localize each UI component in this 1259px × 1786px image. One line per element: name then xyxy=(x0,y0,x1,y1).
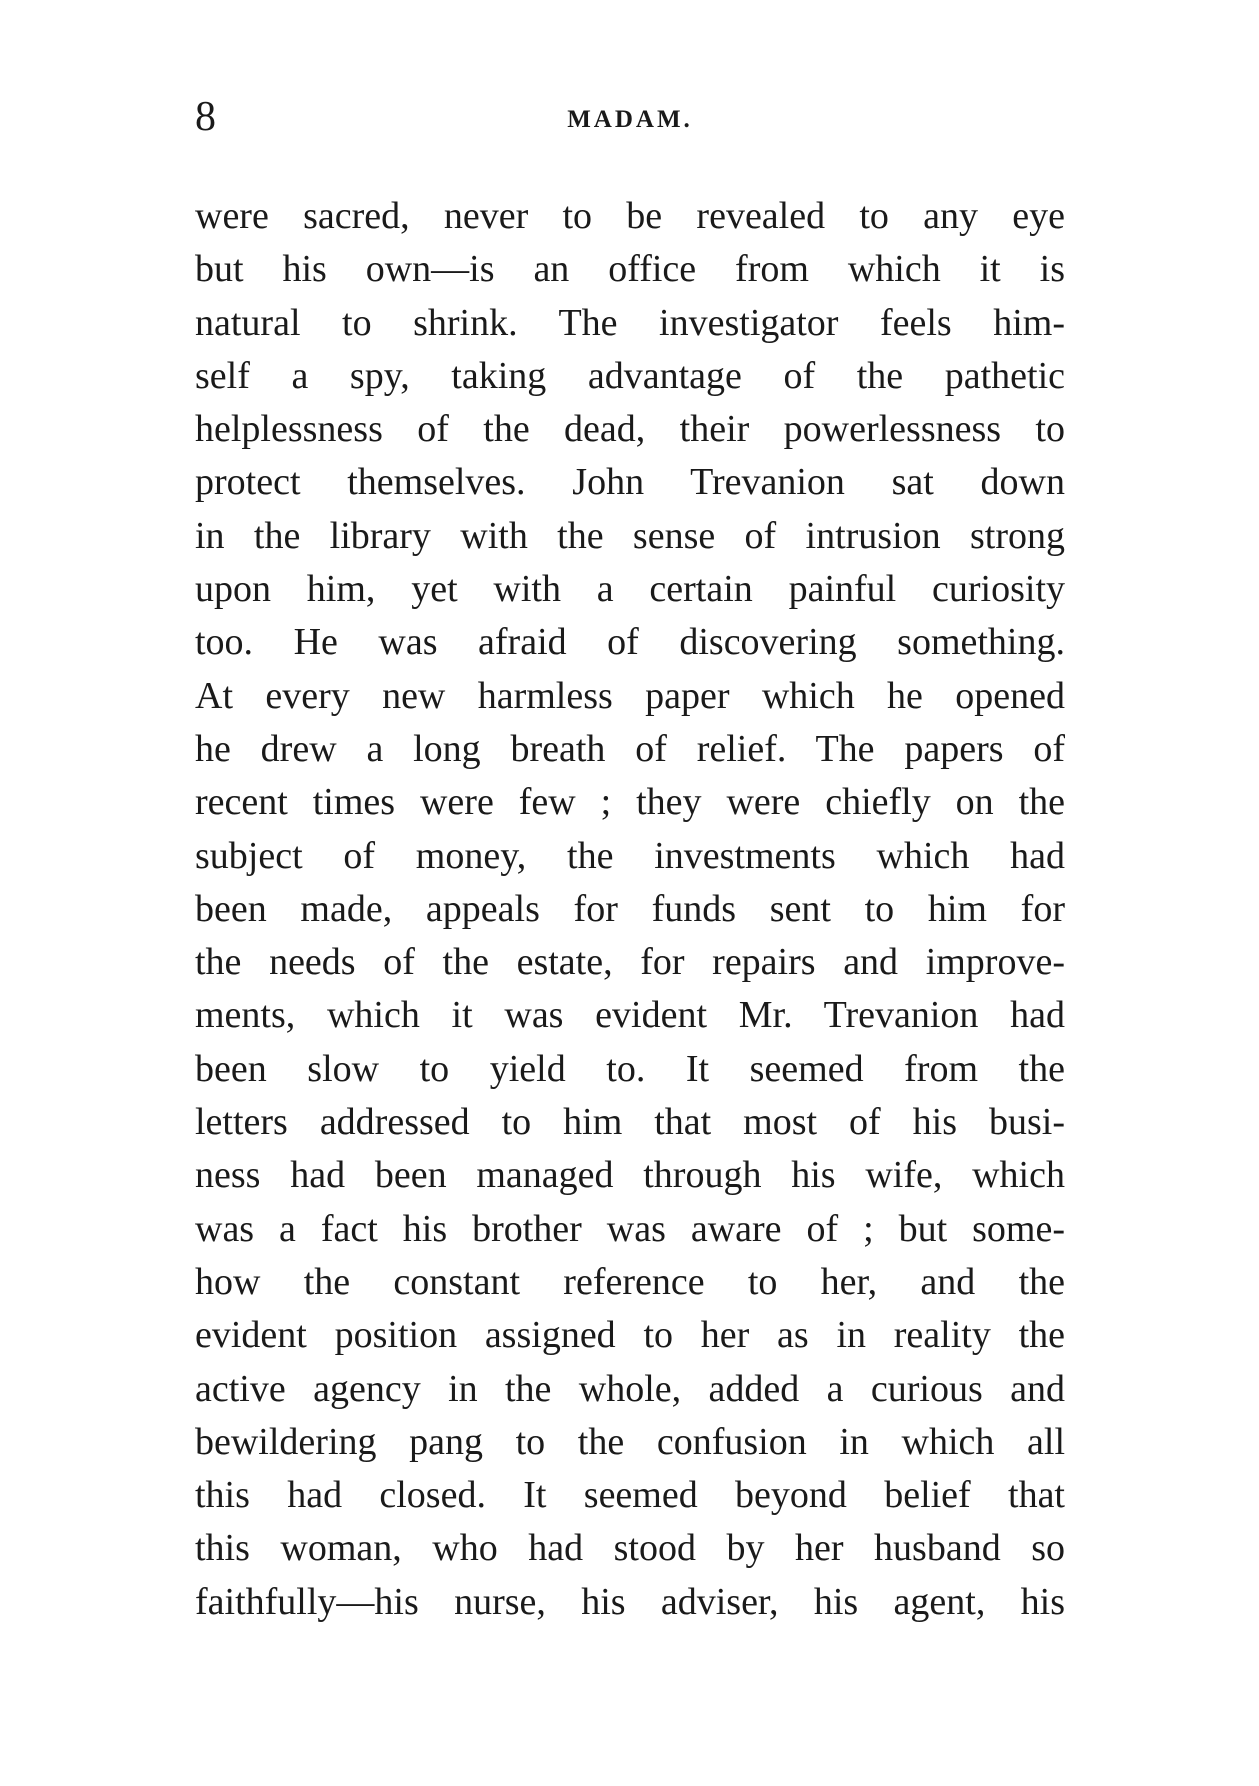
text-line: faithfully—his nurse, his adviser, his agent, his xyxy=(195,1580,1065,1623)
body-text xyxy=(195,190,1065,1629)
text-line: ness had been managed through his wife, which xyxy=(195,1154,1065,1197)
text-line: At every new harmless paper which he opened xyxy=(195,674,1065,717)
text-line: ments, which it was evident Mr. Trevanion had xyxy=(195,994,1065,1037)
text-line: active agency in the whole, added a curious and xyxy=(195,1367,1065,1410)
text-line: been made, appeals for funds sent to him for xyxy=(195,887,1065,930)
text-line: protect themselves. John Trevanion sat down xyxy=(195,461,1065,504)
text-line: subject of money, the investments which had xyxy=(195,834,1065,877)
text-line: in the library with the sense of intrusion strong xyxy=(195,514,1065,557)
text-line: were sacred, never to be revealed to any eye xyxy=(195,195,1065,237)
text-line: this had closed. It seemed beyond belief that xyxy=(195,1474,1065,1517)
text-line: recent times were few ; they were chiefly on the xyxy=(195,781,1065,824)
text-line: been slow to yield to. It seemed from the xyxy=(195,1047,1065,1090)
text-line: helplessness of the dead, their powerlessness to xyxy=(195,408,1065,451)
text-line: he drew a long breath of relief. The papers of xyxy=(195,727,1065,770)
text-line: but his own—is an office from which it is xyxy=(195,248,1065,291)
text-line: too. He was afraid of discovering something. xyxy=(195,621,1065,664)
text-line: letters addressed to him that most of his busi- xyxy=(195,1101,1065,1144)
text-line: natural to shrink. The investigator feels him- xyxy=(195,301,1065,344)
text-line: how the constant reference to her, and the xyxy=(195,1260,1065,1303)
text-line: evident position assigned to her as in reality the xyxy=(195,1314,1065,1357)
text-line: was a fact his brother was aware of ; but some- xyxy=(195,1207,1065,1250)
text-line: upon him, yet with a certain painful curiosity xyxy=(195,568,1065,611)
text-line: bewildering pang to the confusion in which all xyxy=(195,1420,1065,1463)
page-header xyxy=(195,92,1065,142)
text-line: this woman, who had stood by her husband so xyxy=(195,1527,1065,1570)
text-line: self a spy, taking advantage of the pathetic xyxy=(195,354,1065,397)
page-number: 8 xyxy=(195,94,216,140)
text-line: the needs of the estate, for repairs and improve- xyxy=(195,941,1065,984)
running-title: MADAM. xyxy=(567,106,693,133)
